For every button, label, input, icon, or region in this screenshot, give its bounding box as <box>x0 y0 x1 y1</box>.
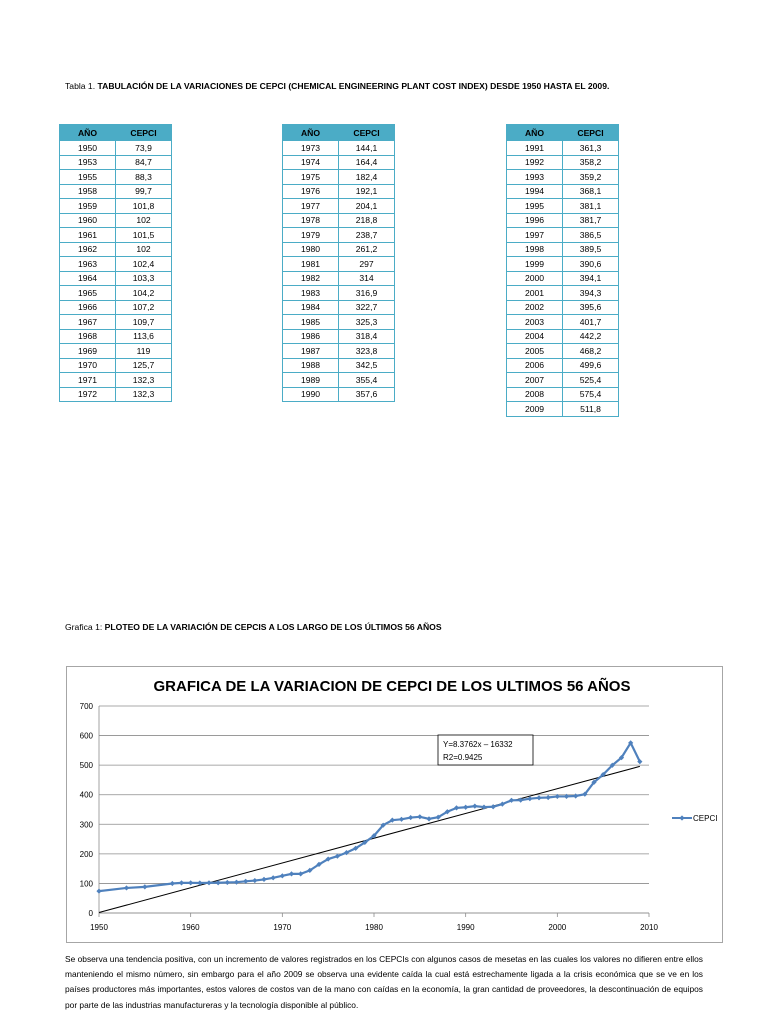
year-cell: 1950 <box>60 141 116 156</box>
cepci-cell: 144,1 <box>339 141 395 156</box>
table-row <box>507 329 619 344</box>
cepci-cell: 192,1 <box>339 184 395 199</box>
year-cell: 1975 <box>283 170 339 185</box>
year-cell: 1959 <box>60 199 116 214</box>
table-row <box>283 184 395 199</box>
cepci-cell: 218,8 <box>339 213 395 228</box>
data-point <box>408 815 413 820</box>
cepci-cell: 73,9 <box>116 141 172 156</box>
year-cell: 1994 <box>507 184 563 199</box>
data-point <box>417 814 422 819</box>
y-tick-label: 0 <box>88 909 93 918</box>
table-row <box>283 155 395 170</box>
cepci-cell: 102 <box>116 213 172 228</box>
year-cell: 1992 <box>507 155 563 170</box>
x-tick-label: 1970 <box>273 923 292 932</box>
table-row <box>507 199 619 214</box>
year-cell: 1997 <box>507 228 563 243</box>
data-point <box>426 816 431 821</box>
y-tick-label: 200 <box>79 849 93 859</box>
year-cell: 1986 <box>283 329 339 344</box>
table-row <box>283 213 395 228</box>
table-row <box>507 155 619 170</box>
table-row <box>507 402 619 417</box>
cepci-cell: 395,6 <box>563 300 619 315</box>
cepci-cell: 357,6 <box>339 387 395 402</box>
chart-caption <box>65 622 442 632</box>
cepci-cell: 468,2 <box>563 344 619 359</box>
cepci-cell: 355,4 <box>339 373 395 388</box>
year-cell: 1962 <box>60 242 116 257</box>
table-row <box>60 199 172 214</box>
year-cell: 1999 <box>507 257 563 272</box>
year-cell: 1974 <box>283 155 339 170</box>
data-point <box>399 817 404 822</box>
data-point <box>170 881 175 886</box>
year-cell: 2002 <box>507 300 563 315</box>
data-point <box>280 873 285 878</box>
x-tick-label: 1960 <box>181 923 200 932</box>
cepci-cell: 525,4 <box>563 373 619 388</box>
cepci-cell: 261,2 <box>339 242 395 257</box>
chart-caption-text: PLOTEO DE LA VARIACIÓN DE CEPCIS A LOS LARGO DE LOS ÚLTIMOS 56 AÑOS <box>104 622 442 632</box>
cepci-cell: 394,1 <box>563 271 619 286</box>
table-row <box>283 170 395 185</box>
year-cell: 1967 <box>60 315 116 330</box>
data-point <box>289 871 294 876</box>
year-cell: 1980 <box>283 242 339 257</box>
legend-label-cepci: CEPCI <box>693 814 718 823</box>
year-cell: 1955 <box>60 170 116 185</box>
table-row <box>60 344 172 359</box>
table-row <box>60 170 172 185</box>
table-row <box>283 300 395 315</box>
data-point <box>142 884 147 889</box>
cepci-line-chart <box>67 667 722 942</box>
data-point <box>546 795 551 800</box>
col-header-cepci: CEPCI <box>116 125 172 141</box>
year-cell: 1961 <box>60 228 116 243</box>
cepci-cell: 101,8 <box>116 199 172 214</box>
table-row <box>507 257 619 272</box>
year-cell: 1972 <box>60 387 116 402</box>
table-title-text: TABULACIÓN DE LA VARIACIONES DE CEPCI (CHEMICAL ENGINEERING PLANT COST INDEX) DESDE 1950 HASTA EL 2009. <box>97 81 610 91</box>
y-tick-label: 100 <box>79 879 93 889</box>
cepci-cell: 164,4 <box>339 155 395 170</box>
x-tick-label: 1980 <box>365 923 383 932</box>
cepci-cell: 318,4 <box>339 329 395 344</box>
cepci-cell: 113,6 <box>116 329 172 344</box>
r-squared-label: R2=0.9425 <box>443 753 483 762</box>
cepci-cell: 109,7 <box>116 315 172 330</box>
cepci-cell: 386,5 <box>563 228 619 243</box>
cepci-cell: 204,1 <box>339 199 395 214</box>
table-row <box>283 242 395 257</box>
cepci-cell: 401,7 <box>563 315 619 330</box>
data-point <box>536 795 541 800</box>
year-cell: 1978 <box>283 213 339 228</box>
year-cell: 2008 <box>507 387 563 402</box>
table-row <box>60 228 172 243</box>
table-row <box>60 271 172 286</box>
cepci-cell: 103,3 <box>116 271 172 286</box>
table-row <box>507 271 619 286</box>
year-cell: 1965 <box>60 286 116 301</box>
year-cell: 2005 <box>507 344 563 359</box>
table-row <box>283 228 395 243</box>
data-point <box>124 885 129 890</box>
col-header-year: AÑO <box>60 125 116 141</box>
y-tick-label: 600 <box>79 731 93 741</box>
year-cell: 1979 <box>283 228 339 243</box>
table-row <box>283 373 395 388</box>
y-tick-label: 400 <box>79 790 93 800</box>
table-row <box>283 271 395 286</box>
data-point <box>252 878 257 883</box>
table-row <box>60 315 172 330</box>
chart-title: GRAFICA DE LA VARIACION DE CEPCI DE LOS ULTIMOS 56 AÑOS <box>153 678 631 695</box>
data-point <box>188 880 193 885</box>
year-cell: 1977 <box>283 199 339 214</box>
year-cell: 1983 <box>283 286 339 301</box>
year-cell: 1991 <box>507 141 563 156</box>
data-point <box>472 804 477 809</box>
cepci-cell: 381,7 <box>563 213 619 228</box>
cepci-cell: 297 <box>339 257 395 272</box>
year-cell: 2000 <box>507 271 563 286</box>
cepci-cell: 442,2 <box>563 329 619 344</box>
year-cell: 1982 <box>283 271 339 286</box>
trendline-equation: Y=8.3762x – 16332 <box>443 740 513 749</box>
year-cell: 1968 <box>60 329 116 344</box>
year-cell: 1985 <box>283 315 339 330</box>
year-cell: 1996 <box>507 213 563 228</box>
col-header-year: AÑO <box>283 125 339 141</box>
cepci-cell: 182,4 <box>339 170 395 185</box>
table-title-lead: Tabla 1. <box>65 81 98 91</box>
table-row <box>283 358 395 373</box>
cepci-cell: 132,3 <box>116 387 172 402</box>
table-row <box>507 387 619 402</box>
cepci-cell: 102 <box>116 242 172 257</box>
y-tick-label: 500 <box>79 761 93 771</box>
year-cell: 1989 <box>283 373 339 388</box>
year-cell: 1984 <box>283 300 339 315</box>
data-point <box>463 805 468 810</box>
cepci-cell: 499,6 <box>563 358 619 373</box>
data-point <box>573 793 578 798</box>
table-row <box>507 184 619 199</box>
cepci-cell: 104,2 <box>116 286 172 301</box>
cepci-cell: 368,1 <box>563 184 619 199</box>
year-cell: 1976 <box>283 184 339 199</box>
table-row <box>507 228 619 243</box>
y-tick-label: 700 <box>79 702 93 711</box>
table-row <box>60 213 172 228</box>
year-cell: 1969 <box>60 344 116 359</box>
cepci-table-1 <box>59 124 172 402</box>
table-row <box>507 373 619 388</box>
table-row <box>283 329 395 344</box>
data-point <box>206 880 211 885</box>
cepci-table-3 <box>506 124 619 417</box>
table-row <box>283 286 395 301</box>
cepci-cell: 132,3 <box>116 373 172 388</box>
table-row <box>60 184 172 199</box>
cepci-cell: 390,6 <box>563 257 619 272</box>
data-point <box>491 804 496 809</box>
year-cell: 2001 <box>507 286 563 301</box>
cepci-cell: 238,7 <box>339 228 395 243</box>
table-body <box>507 141 619 417</box>
x-tick-label: 2010 <box>640 923 658 932</box>
year-cell: 2004 <box>507 329 563 344</box>
cepci-cell: 394,3 <box>563 286 619 301</box>
table-row <box>283 387 395 402</box>
year-cell: 1970 <box>60 358 116 373</box>
cepci-cell: 381,1 <box>563 199 619 214</box>
table-row <box>60 257 172 272</box>
cepci-cell: 107,2 <box>116 300 172 315</box>
table-row <box>283 199 395 214</box>
cepci-cell: 88,3 <box>116 170 172 185</box>
col-header-cepci: CEPCI <box>563 125 619 141</box>
data-point <box>271 875 276 880</box>
year-cell: 1987 <box>283 344 339 359</box>
cepci-cell: 575,4 <box>563 387 619 402</box>
x-tick-label: 1990 <box>456 923 475 932</box>
cepci-cell: 102,4 <box>116 257 172 272</box>
year-cell: 1995 <box>507 199 563 214</box>
cepci-cell: 323,8 <box>339 344 395 359</box>
cepci-cell: 342,5 <box>339 358 395 373</box>
x-tick-label: 2000 <box>548 923 567 932</box>
chart-caption-lead: Grafica 1: <box>65 622 105 632</box>
table-row <box>60 300 172 315</box>
year-cell: 1953 <box>60 155 116 170</box>
x-tick-label: 1950 <box>90 923 108 932</box>
table-row <box>283 315 395 330</box>
table-row <box>60 242 172 257</box>
table-row <box>60 286 172 301</box>
year-cell: 1981 <box>283 257 339 272</box>
year-cell: 1971 <box>60 373 116 388</box>
table-row <box>507 242 619 257</box>
cepci-cell: 322,7 <box>339 300 395 315</box>
cepci-cell: 314 <box>339 271 395 286</box>
table-body <box>283 141 395 402</box>
table-row <box>60 373 172 388</box>
year-cell: 1973 <box>283 141 339 156</box>
year-cell: 1966 <box>60 300 116 315</box>
table-body <box>60 141 172 402</box>
cepci-cell: 325,3 <box>339 315 395 330</box>
cepci-cell: 84,7 <box>116 155 172 170</box>
table-row <box>283 344 395 359</box>
col-header-year: AÑO <box>507 125 563 141</box>
cepci-table-2 <box>282 124 395 402</box>
table-row <box>60 358 172 373</box>
col-header-cepci: CEPCI <box>339 125 395 141</box>
cepci-cell: 125,7 <box>116 358 172 373</box>
year-cell: 1988 <box>283 358 339 373</box>
analysis-paragraph: Se observa una tendencia positiva, con un incremento de valores registrados en los CEPCIs con algunos casos de mesetas en las cuales los valores no difieren entre ellos manteniendo el mismo número, sin embargo para el año 2009 se observa una evidente caída la cual está estrechamente ligada a la crisis económica que se ve en los países productores más importantes, estos valores de costos van de la mano con caídas en la economía, la gran cantidad de proveedores, la descontinuación de equipos por parte de las industrias manufactureras y la tecnología disponible al público. <box>65 954 703 1010</box>
table-title <box>65 81 609 91</box>
cepci-cell: 361,3 <box>563 141 619 156</box>
year-cell: 1963 <box>60 257 116 272</box>
table-row <box>283 257 395 272</box>
y-tick-label: 300 <box>79 820 93 830</box>
cepci-cell: 316,9 <box>339 286 395 301</box>
data-point <box>225 880 230 885</box>
chart-container <box>66 666 723 943</box>
year-cell: 1993 <box>507 170 563 185</box>
table-row <box>507 286 619 301</box>
cepci-cell: 389,5 <box>563 242 619 257</box>
data-point <box>234 880 239 885</box>
year-cell: 1964 <box>60 271 116 286</box>
cepci-cell: 359,2 <box>563 170 619 185</box>
data-point <box>261 877 266 882</box>
year-cell: 1960 <box>60 213 116 228</box>
table-row <box>507 358 619 373</box>
data-point <box>179 880 184 885</box>
cepci-cell: 358,2 <box>563 155 619 170</box>
table-row <box>60 155 172 170</box>
year-cell: 1998 <box>507 242 563 257</box>
cepci-cell: 99,7 <box>116 184 172 199</box>
table-row <box>507 141 619 156</box>
cepci-cell: 511,8 <box>563 402 619 417</box>
year-cell: 2006 <box>507 358 563 373</box>
year-cell: 1958 <box>60 184 116 199</box>
table-row <box>507 315 619 330</box>
data-point <box>96 889 101 894</box>
table-row <box>507 170 619 185</box>
table-row <box>507 344 619 359</box>
year-cell: 2007 <box>507 373 563 388</box>
table-row <box>507 213 619 228</box>
cepci-cell: 101,5 <box>116 228 172 243</box>
year-cell: 2003 <box>507 315 563 330</box>
cepci-cell: 119 <box>116 344 172 359</box>
legend-marker <box>679 815 684 820</box>
table-row <box>60 141 172 156</box>
table-row <box>60 387 172 402</box>
table-row <box>507 300 619 315</box>
table-row <box>60 329 172 344</box>
year-cell: 1990 <box>283 387 339 402</box>
table-row <box>283 141 395 156</box>
year-cell: 2009 <box>507 402 563 417</box>
